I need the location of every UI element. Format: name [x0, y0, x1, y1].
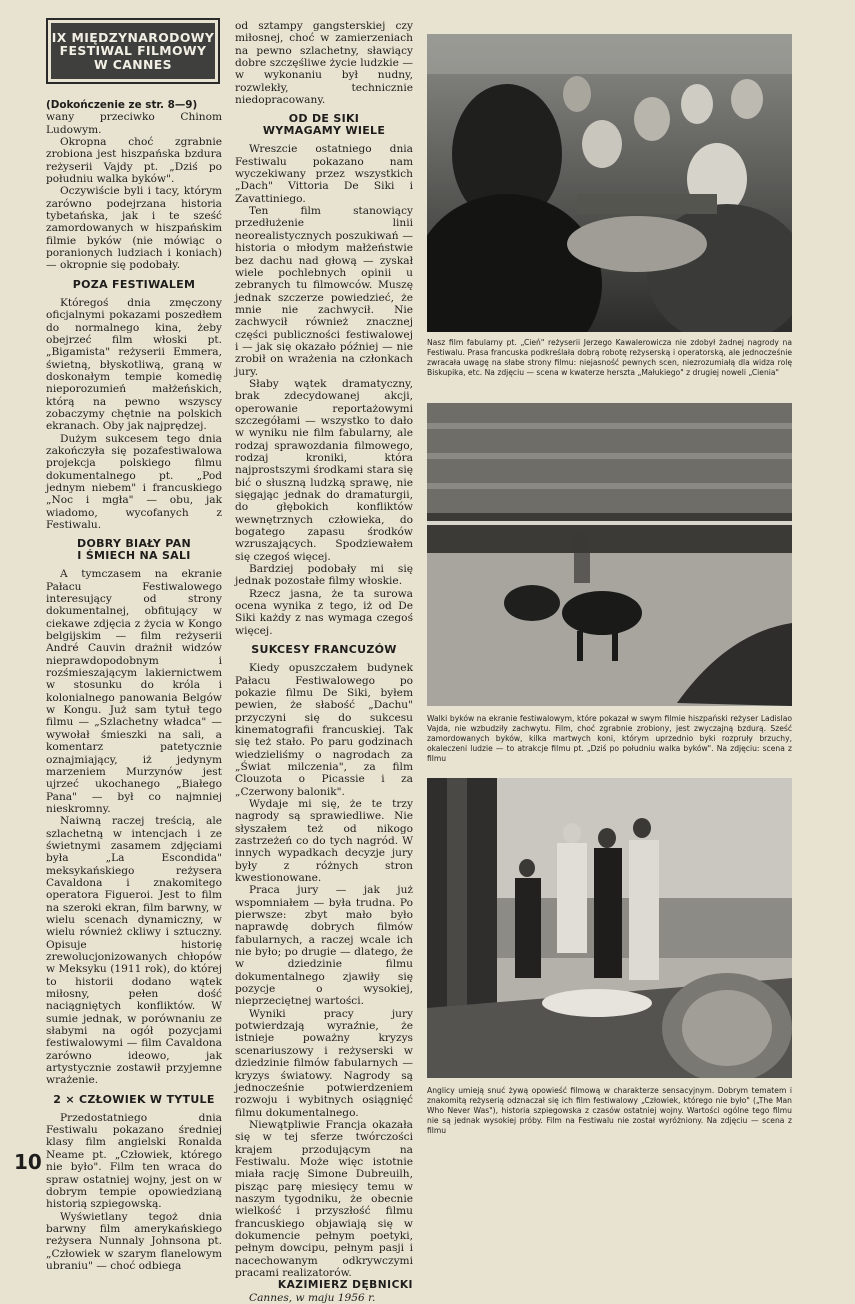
paragraph: Wyświetlany tegoż dnia barwny film amerykańskiego reżysera Nunnaly Johnsona pt. „Człowiek w szarym flanelowym ubraniu" — choć odbiega — [46, 1210, 222, 1272]
subheading-sukcesy-francuzow: SUKCESY FRANCUZÓW — [251, 643, 397, 657]
paragraph: od sztampy gangsterskiej czy miłosnej, choć w zamierzeniach na pewno szlachetny, sławiący dobre szczęśliwe życie ludzkie — w wykonaniu był nudny, rozwlekły, technicznie niedopracowany. — [235, 20, 413, 107]
place-date: Cannes, w maju 1956 r. — [249, 1291, 376, 1304]
continued-note: (Dokończenie ze str. 8—9) — [46, 99, 198, 111]
paragraph: wany przeciwko Chinom Ludowym. — [46, 111, 222, 136]
paragraph: Rzecz jasna, że ta surowa ocena wynika z tego, iż od De Siki każdy z nas wymaga czegoś więcej. — [235, 587, 413, 637]
paragraph: Okropna choć zgrabnie zrobiona jest hiszpańska bzdura reżyserii Vajdy pt. „Dziś po południu walka byków". — [46, 136, 222, 186]
paragraph: Kiedy opuszczałem budynek Pałacu Festiwalowego po pokazie filmu De Siki, byłem pewien, że słabość „Dachu" przyczyni się do sukcesu kinematografii francuskiej. Tak się też stało. Po paru godzinach wiedzieliśmy o nagrodach za „Świat milczenia", za film Clouzota o Picassie i za „Czerwony balonik". — [235, 662, 413, 798]
section-header-title — [51, 23, 215, 79]
author-signature: KAZIMIERZ DĘBNICKI — [277, 1279, 413, 1292]
section-header-box — [46, 18, 220, 84]
subheading-line: OD DE SIKI — [288, 112, 360, 126]
photo-walka-bykow — [427, 403, 792, 706]
paragraph: Któregoś dnia zmęczony oficjalnymi pokazami poszedłem do normalnego kina, żeby obejrzeć film włoski pt. „Bigamista" reżyserii Emmera, świetną, błyskotliwą, graną w doskonałym tempie komedię nieporozumień małżeńskich, którą na pewno wszyscy zobaczymy chętnie na polskich ekranach. Oby jak najprędzej. — [46, 296, 222, 433]
paragraph: Naiwną raczej treścią, ale szlachetną w intencjach i ze świetnymi zasamem zdjęciami była „La Escondida" meksykańskiego reżysera Cavaldona i znakomitego operatora Figueroi. Jest to film na szeroki ekran, film barwny, w wielu scenach dynamiczny, w wielu również ckliwy i sztuczny. Opisuje historię zrewolucjonizowanych chłopów w Meksyku (1911 rok), do której to historii dodano wątek miłosny, pełen dość naciągniętych konfliktów. W sumie jednak, w porównaniu ze słabymi na ogół pozycjami festiwalowymi — film Cavaldona zarówno ideowo, jak artystycznie zostawił przyjemne wrażenie. — [46, 815, 222, 1087]
header-line-3: W CANNES — [93, 56, 172, 72]
caption-photo-2: Walki byków na ekranie festiwalowym, które pokazał w swym filmie hiszpański reżyser Ladislao Vajda, nie wzbudziły zachwytu. Film, choć zgrabnie zrobiony, jest zwyczajną bzdurą. Sześć zamordowanych byków, kilka martwych koni, którym uprzednio byki rozpruły brzuchy, okaleczeni ludzie — to atrakcje filmu pt. „Dziś po południu walka byków". Na zdjęciu: scena z filmu — [427, 714, 792, 763]
paragraph: A tymczasem na ekranie Pałacu Festiwalowego interesujący od strony dokumentalnej, obfitujący w ciekawe zdjęcia z życia w Kongo belgijskim — film reżyserii André Cauvin drażnił widzów nieprawdopodobnym i rozśmieszającym lakiernictwem w stosunku do króla i kolonialnego panowania Belgów w Kongu. Już sam tytuł tego filmu — „Szlachetny władca" — wywołał śmieszki na sali, a komentarz patetycznie oznajmiający, iż jedynym marzeniem Murzynów jest ujrzeć ukochanego „Białego Pana" — był co najmniej nieskromny. — [46, 568, 222, 815]
paragraph: Wreszcie ostatniego dnia Festiwalu pokazano nam wyczekiwany przez wszystkich „Dach" Vittoria De Siki i Zavattiniego. — [235, 143, 413, 205]
text-column-1 — [46, 99, 222, 1272]
header-line-1: IX MIĘDZYNARODOWY — [51, 29, 215, 45]
paragraph: Niewątpliwie Francja okazała się w tej sferze twórczości krajem przodującym na Festiwalu. Może więc istotnie miała rację Simone Dubreuilh, pisząc parę miesięcy temu w naszym tygodniku, że obecnie wielkość i przyszłość filmu francuskiego objawiają się w dokumencie pełnym poetyki, pełnym dowcipu, pełnym pasji i nacechowanym odkrywczymi pracami realizatorów. — [235, 1118, 413, 1279]
subheading-line: DOBRY BIAŁY PAN — [77, 537, 191, 551]
caption-photo-3: Anglicy umieją snuć żywą opowieść filmową w charakterze sensacyjnym. Dobrym tematem i znakomitą reżyserią odznaczał się ich film festiwalowy „Człowiek, którego nie było" („The Man Who Never Was"), historia szpiegowska z czasów ostatniej wojny. Wartości ogólne tego filmu nie są jednak wysokiej próby. Film na Festiwalu nie został wyróżniony. Na zdjęciu — scena z filmu — [427, 1086, 792, 1135]
subheading-line: WYMAGAMY WIELE — [262, 124, 386, 138]
paragraph: Oczywiście byli i tacy, którym zarówno podejrzana historia tybetańska, jak i te sześć zamordowanych w hiszpańskim filmie byków (nie mówiąc o poranionych ludziach i koniach) — okropnie się podobały. — [46, 185, 222, 272]
photo-film-cien — [427, 34, 792, 332]
paragraph: Praca jury — jak już wspomniałem — była trudna. Po pierwsze: zbyt mało było naprawdę dobrych filmów fabularnych, a raczej wcale ich nie było; po drugie — dlatego, że w dziedzinie filmu dokumentalnego zjawiły się pozycje o wysokiej, nieprzeciętnej wartości. — [235, 884, 413, 1008]
subheading-line: I ŚMIECH NA SALI — [77, 549, 191, 563]
paragraph: Bardziej podobały mi się jednak pozostałe filmy włoskie. — [235, 563, 413, 588]
paragraph: Ten film stanowiący przedłużenie linii neorealistycznych poszukiwań — historia o młodym małżeństwie bez dachu nad głową — zyskał wiele pochlebnych opinii u zebranych tu filmowców. Muszę jednak szczerze powiedzieć, że mnie nie zachwycił. Nie zachwycił również znacznej części publiczności festiwalowej i — jak się okazało później — nie zrobił on wrażenia na członkach jury. — [235, 205, 413, 378]
paragraph: Wyniki pracy jury potwierdzają wyraźnie, że istnieje poważny kryzys scenariuszowy i reżyserski w dziedzinie filmów fabularnych — kryzys światowy. Nagrody są jednocześnie potwierdzeniem rozwoju i wybitnych osiągnięć filmu dokumentalnego. — [235, 1007, 413, 1119]
header-line-2: FESTIWAL FILMOWY — [59, 43, 207, 59]
page-number: 10 — [14, 1150, 42, 1174]
subheading-poza-festiwalem: POZA FESTIWALEM — [72, 277, 196, 291]
caption-photo-1: Nasz film fabularny pt. „Cień" reżyserii Jerzego Kawalerowicza nie zdobył żadnej nagrody na Festiwalu. Prasa francuska podkreślała dobrą robotę reżyserską i operatorską, ale jednocześnie zwracała uwagę na słabe strony filmu: niejasność pewnych scen, niezrozumiałą dla widza rolę Biskupika, etc. Na zdjęciu — scena w kwaterze herszta „Małukiego" z drugiej noweli „Cienia" — [427, 338, 792, 377]
paragraph: Dużym sukcesem tego dnia zakończyła się pozafestiwalowa projekcja polskiego filmu dokumentalnego pt. „Pod jednym niebem" i francuskiego „Noc i mgła" — obu, jak wiadomo, wycofanych z Festiwalu. — [46, 432, 222, 531]
subheading-dobry-bialy-pan — [46, 538, 222, 562]
paragraph: Słaby wątek dramatyczny, brak zdecydowanej akcji, operowanie reportażowymi szczegółami — wszystko to dało w wyniku nie film fabularny, ale rodzaj sprawozdania filmowego, rodzaj kroniki, która najprostszymi środkami stara się bić o słuszną ludzką sprawę, nie sięgając jednak do dramaturgii, do głębokich konfliktów wewnętrznych człowieka, do bogatego zapasu środków wzruszających. Spodziewałem się czegoś więcej. — [235, 377, 413, 563]
photo-czlowiek-ktorego-nie-bylo — [427, 778, 792, 1078]
text-column-2 — [235, 20, 413, 1304]
subheading-2x-czlowiek: 2 × CZŁOWIEK W TYTULE — [53, 1092, 215, 1106]
subheading-od-de-siki — [235, 113, 413, 137]
paragraph: Przedostatniego dnia Festiwalu pokazano średniej klasy film angielski Ronalda Neame pt. „Człowiek, którego nie było". Film ten wraca do spraw ostatniej wojny, jest on w dobrym tempie opowiedzianą historią szpiegowską. — [46, 1111, 222, 1211]
paragraph: Wydaje mi się, że te trzy nagrody są sprawiedliwe. Nie słyszałem też od nikogo zastrzeżeń co do tych nagród. W innych wypadkach decyzje jury były z różnych stron kwestionowane. — [235, 797, 413, 884]
